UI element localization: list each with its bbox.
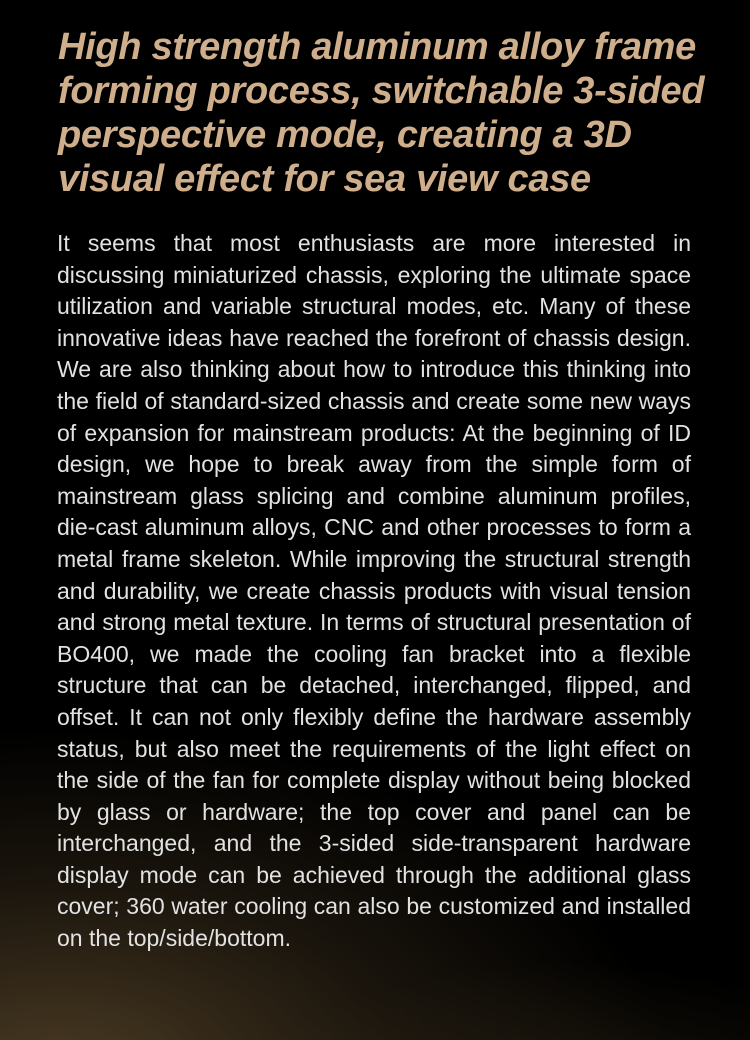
page-title xyxy=(58,25,704,201)
heading-line: visual effect for sea view case xyxy=(58,158,591,200)
heading-line: High strength aluminum alloy frame xyxy=(58,26,697,68)
body-paragraph: It seems that most enthusiasts are more interested in discussing miniaturized chassis, exploring the ultimate space utilization and variable structural modes, etc. Many of these innovative ideas have reached the forefront of chassis design. We are also thinking about how to introduce this thinking into the field of standard-sized chassis and create some new ways of expansion for mainstream products: At the beginning of ID design, we hope to break away from the simple form of mainstream glass splicing and combine aluminum profiles, die-cast aluminum alloys, CNC and other processes to form a metal frame skeleton. While improving the structural strength and durability, we create chassis products with visual tension and strong metal texture. In terms of structural presentation of BO400, we made the cooling fan bracket into a flexible structure that can be detached, interchanged, flipped, and offset. It can not only flexibly define the hardware assembly status, but also meet the requirements of the light effect on the side of the fan for complete display without being blocked by glass or hardware; the top cover and panel can be interchanged, and the 3-sided side-transparent hardware display mode can be achieved through the additional glass cover; 360 water cooling can also be customized and installed on the top/side/bottom. xyxy=(57,230,691,952)
heading-line: forming process, switchable 3-sided xyxy=(58,70,705,112)
heading-line: perspective mode, creating a 3D xyxy=(58,114,632,156)
